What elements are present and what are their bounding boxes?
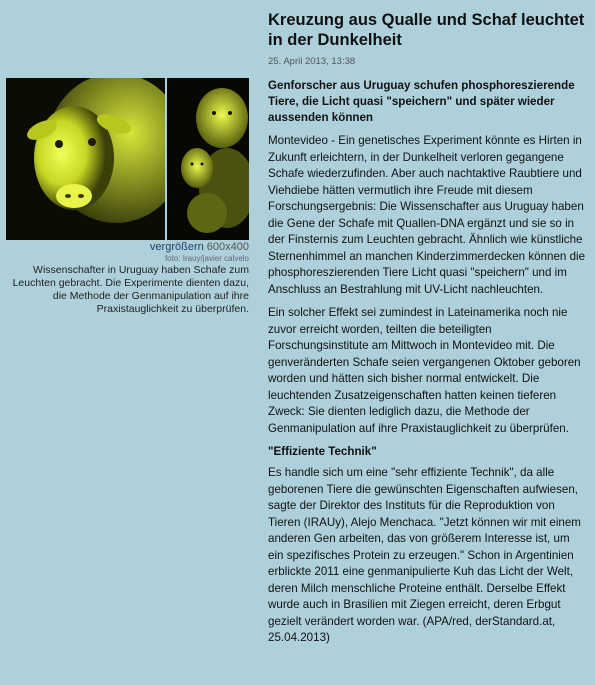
article-title: Kreuzung aus Qualle und Schaf leuchtet in der Dunkelheit [268, 11, 585, 49]
article-paragraph-3: Es handle sich um eine "sehr effiziente Technik", da alle geborenen Tiere die gewünschten Eigenschaften aufwiesen, sagte der Direktor des Instituts für die Reproduktion von Tieren (IRAUy), Alejo Menchaca. "Jetzt können wir mit einem anderen Gen arbeiten, das von größerem Interesse ist, um ein spezifisches Protein zu erzeugen." Schon in Argentinien erblickte 2011 eine genmanipulierte Kuh das Licht der Welt, deren Milch menschliche Proteine enthält. Derselbe Effekt wurde auch in Brasilien mit Ziegen erreicht, deren Erbgut gezielt verändert worden war. (APA/red, derStandard.at, 25.04.2013) [268, 466, 581, 644]
photo-credit: foto: Irauy/javier calvelo [164, 254, 249, 263]
enlarge-size[interactable]: 600x400 [206, 241, 249, 253]
glowing-sheep-photo-pair[interactable] [167, 78, 249, 240]
article-date: 25. April 2013, 13:38 [268, 56, 356, 67]
glowing-sheep-pair-image [167, 78, 249, 240]
glowing-sheep-closeup-image [6, 78, 165, 240]
glowing-sheep-photo-closeup[interactable] [6, 78, 165, 240]
photo-caption: Wissenschafter in Uruguay haben Schafe zum Leuchten gebracht. Die Experimente dienten dazu, die Methode der Genmanipulation auf ihre Praxistauglichkeit zu überprüfen. [12, 264, 249, 315]
article-column [268, 10, 586, 647]
article-paragraph-1: Montevideo - Ein genetisches Experiment könnte es Hirten in Zukunft erleichtern, in der Dunkelheit verloren gegangene Schafe wiederzufinden. Aber auch nachtaktive Raubtiere und Viehdiebe hätten vermutlich ihre Freude mit diesem Forschungsergebnis: Die Wissenschafter aus Uruguay haben die Gene der Schafe mit Quallen-DNA ergänzt und sie so in der Finsternis zum Leuchten gebracht. Ähnlich wie künstliche Sternenhimmel an manchen Kinderzimmerdecken können die phosphoreszierenden Tiere Licht quasi "speichern" und im Anschluss an Bestrahlung mit UV-Licht nachleuchten. [268, 134, 586, 296]
article-subheading: "Effiziente Technik" [268, 445, 377, 458]
article-lead: Genforscher aus Uruguay schufen phosphoreszierende Tiere, die Licht quasi "speichern" und später wieder aussenden können [268, 79, 575, 124]
enlarge-link[interactable] [6, 241, 249, 253]
photo-strip[interactable] [6, 78, 249, 240]
enlarge-label[interactable]: vergrößern [149, 241, 204, 253]
image-column [6, 78, 249, 316]
article-paragraph-2: Ein solcher Effekt sei zumindest in Lateinamerika noch nie zuvor erreicht worden, teilten die beteiligten Forschungsinstitute am Mittwoch in Montevideo mit. Die genveränderten Schafe seien vergangenen Oktober geboren worden und hätten sich bisher normal entwickelt. Die leuchtenden Zusatzeigenschaften hatten keinen tieferen Zweck: Sie dienten lediglich dazu, die Methode der Genmanipulation auf ihre Praxistauglichkeit zu überprüfen. [268, 306, 581, 435]
